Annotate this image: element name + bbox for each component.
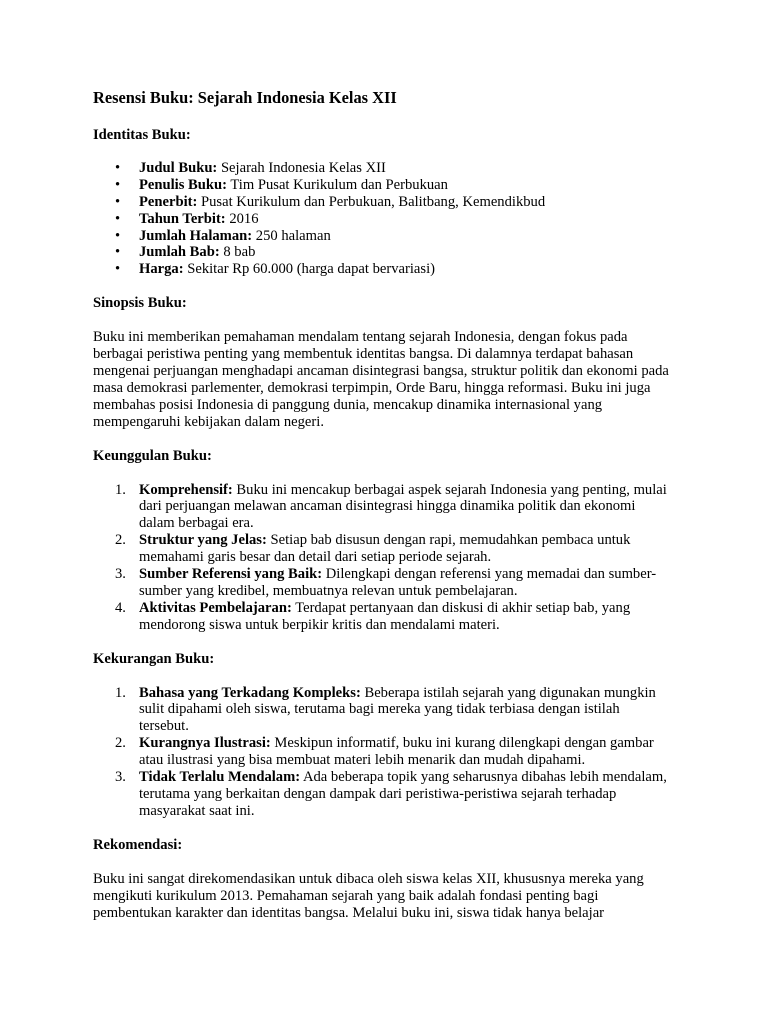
identitas-label: Penerbit: bbox=[139, 193, 198, 210]
identitas-list bbox=[93, 160, 673, 278]
kekurangan-heading: Kekurangan Buku: bbox=[93, 650, 215, 667]
identitas-heading: Identitas Buku: bbox=[93, 127, 191, 143]
identitas-item-tahun bbox=[115, 210, 673, 228]
document-title: Resensi Buku: Sejarah Indonesia Kelas XII bbox=[93, 88, 397, 107]
identitas-item-penulis bbox=[115, 176, 673, 194]
sinopsis-heading: Sinopsis Buku: bbox=[93, 295, 187, 312]
identitas-item-bab bbox=[115, 244, 673, 261]
keunggulan-item bbox=[115, 566, 673, 600]
identitas-item-halaman bbox=[115, 227, 673, 245]
item-label: Kurangnya Ilustrasi: bbox=[139, 735, 271, 752]
bullet-marker: • bbox=[115, 193, 121, 210]
rekomendasi-heading: Rekomendasi: bbox=[93, 836, 183, 853]
keunggulan-item bbox=[115, 599, 673, 634]
item-text: Setiap bab disusun dengan rapi, memudahkan pembaca untuk memahami garis besar dan detail dari setiap periode sejarah. bbox=[139, 532, 631, 566]
keunggulan-heading: Keunggulan Buku: bbox=[93, 447, 212, 464]
list-number: 4. bbox=[115, 599, 126, 616]
identitas-item-judul bbox=[115, 159, 673, 177]
item-text: Beberapa istilah sejarah yang digunakan mungkin sulit dipahami oleh siswa, terutama bagi mereka yang tidak terbiasa dengan istilah tersebut. bbox=[139, 684, 656, 735]
item-label: Bahasa yang Terkadang Kompleks: bbox=[139, 684, 361, 701]
identitas-value: Pusat Kurikulum dan Perbukuan, Balitbang, Kemendikbud bbox=[197, 193, 546, 210]
keunggulan-item bbox=[115, 532, 673, 566]
kekurangan-item bbox=[115, 684, 673, 736]
kekurangan-list bbox=[93, 685, 673, 820]
item-text: Ada beberapa topik yang seharusnya dibahas lebih mendalam, terutama yang berkaitan dengan dampak dari peristiwa-peristiwa sejarah terhadap masyarakat saat ini. bbox=[139, 769, 667, 819]
bullet-marker: • bbox=[115, 261, 121, 278]
item-label: Komprehensif: bbox=[139, 481, 233, 498]
item-label: Sumber Referensi yang Baik: bbox=[139, 566, 323, 583]
item-label: Aktivitas Pembelajaran: bbox=[139, 599, 292, 616]
identitas-label: Judul Buku: bbox=[139, 159, 218, 176]
identitas-value: 8 bab bbox=[219, 244, 256, 261]
sinopsis-paragraph: Buku ini memberikan pemahaman mendalam tentang sejarah Indonesia, dengan fokus pada berbagai peristiwa penting yang membentuk identitas bangsa. Di dalamnya terdapat bahasan mengenai perjuangan menghadapi ancaman disintegrasi bangsa, struktur politik dan ekonomi pada masa demokrasi parlementer, demokrasi terpimpin, Orde Baru, hingga reformasi. Buku ini juga membahas posisi Indonesia di panggung dunia, mencakup dinamika internasional yang mempengaruhi kebijakan dalam negeri. bbox=[93, 329, 669, 430]
rekomendasi-paragraph: Buku ini sangat direkomendasikan untuk dibaca oleh siswa kelas XII, khususnya mereka yang mengikuti kurikulum 2013. Pemahaman sejarah yang baik adalah fondasi penting bagi pembentukan karakter dan identitas bangsa. Melalui buku ini, siswa tidak hanya belajar bbox=[93, 870, 644, 921]
item-text: Terdapat pertanyaan dan diskusi di akhir setiap bab, yang mendorong siswa untuk berpikir kritis dan mendalami materi. bbox=[139, 599, 631, 633]
document-body bbox=[93, 88, 673, 938]
item-text: Buku ini mencakup berbagai aspek sejarah Indonesia yang penting, mulai dari perjuangan melawan ancaman disintegrasi hingga dinamika politik dan ekonomi dalam berbagai era. bbox=[139, 481, 667, 532]
identitas-item-harga bbox=[115, 261, 673, 278]
identitas-label: Harga: bbox=[139, 261, 184, 278]
list-number: 1. bbox=[115, 684, 126, 701]
kekurangan-item bbox=[115, 735, 673, 769]
identitas-value: Tim Pusat Kurikulum dan Perbukuan bbox=[227, 176, 448, 193]
list-number: 3. bbox=[115, 566, 126, 583]
identitas-label: Penulis Buku: bbox=[139, 176, 228, 193]
list-number: 1. bbox=[115, 481, 126, 498]
item-text: Meskipun informatif, buku ini kurang dilengkapi dengan gambar atau ilustrasi yang bisa membuat materi lebih menarik dan mudah dipahami. bbox=[139, 735, 654, 769]
item-text: Dilengkapi dengan referensi yang memadai dan sumber-sumber yang kredibel, membuatnya relevan untuk pembelajaran. bbox=[139, 566, 657, 599]
identitas-value: 250 halaman bbox=[252, 227, 331, 244]
list-number: 2. bbox=[115, 532, 126, 549]
identitas-value: 2016 bbox=[225, 210, 259, 227]
item-label: Struktur yang Jelas: bbox=[139, 532, 267, 549]
bullet-marker: • bbox=[115, 176, 121, 193]
list-number: 3. bbox=[115, 769, 126, 786]
identitas-item-penerbit bbox=[115, 193, 673, 211]
identitas-value: Sejarah Indonesia Kelas XII bbox=[217, 159, 386, 176]
bullet-marker: • bbox=[115, 244, 121, 261]
identitas-value: Sekitar Rp 60.000 (harga dapat bervariasi) bbox=[183, 261, 435, 278]
identitas-label: Jumlah Bab: bbox=[139, 244, 220, 261]
bullet-marker: • bbox=[115, 227, 121, 244]
keunggulan-list bbox=[93, 482, 673, 634]
bullet-marker: • bbox=[115, 159, 121, 176]
bullet-marker: • bbox=[115, 210, 121, 227]
keunggulan-item bbox=[115, 481, 673, 533]
identitas-label: Jumlah Halaman: bbox=[139, 227, 253, 244]
kekurangan-item bbox=[115, 769, 673, 820]
item-label: Tidak Terlalu Mendalam: bbox=[139, 769, 301, 786]
identitas-label: Tahun Terbit: bbox=[139, 210, 226, 227]
list-number: 2. bbox=[115, 735, 126, 752]
